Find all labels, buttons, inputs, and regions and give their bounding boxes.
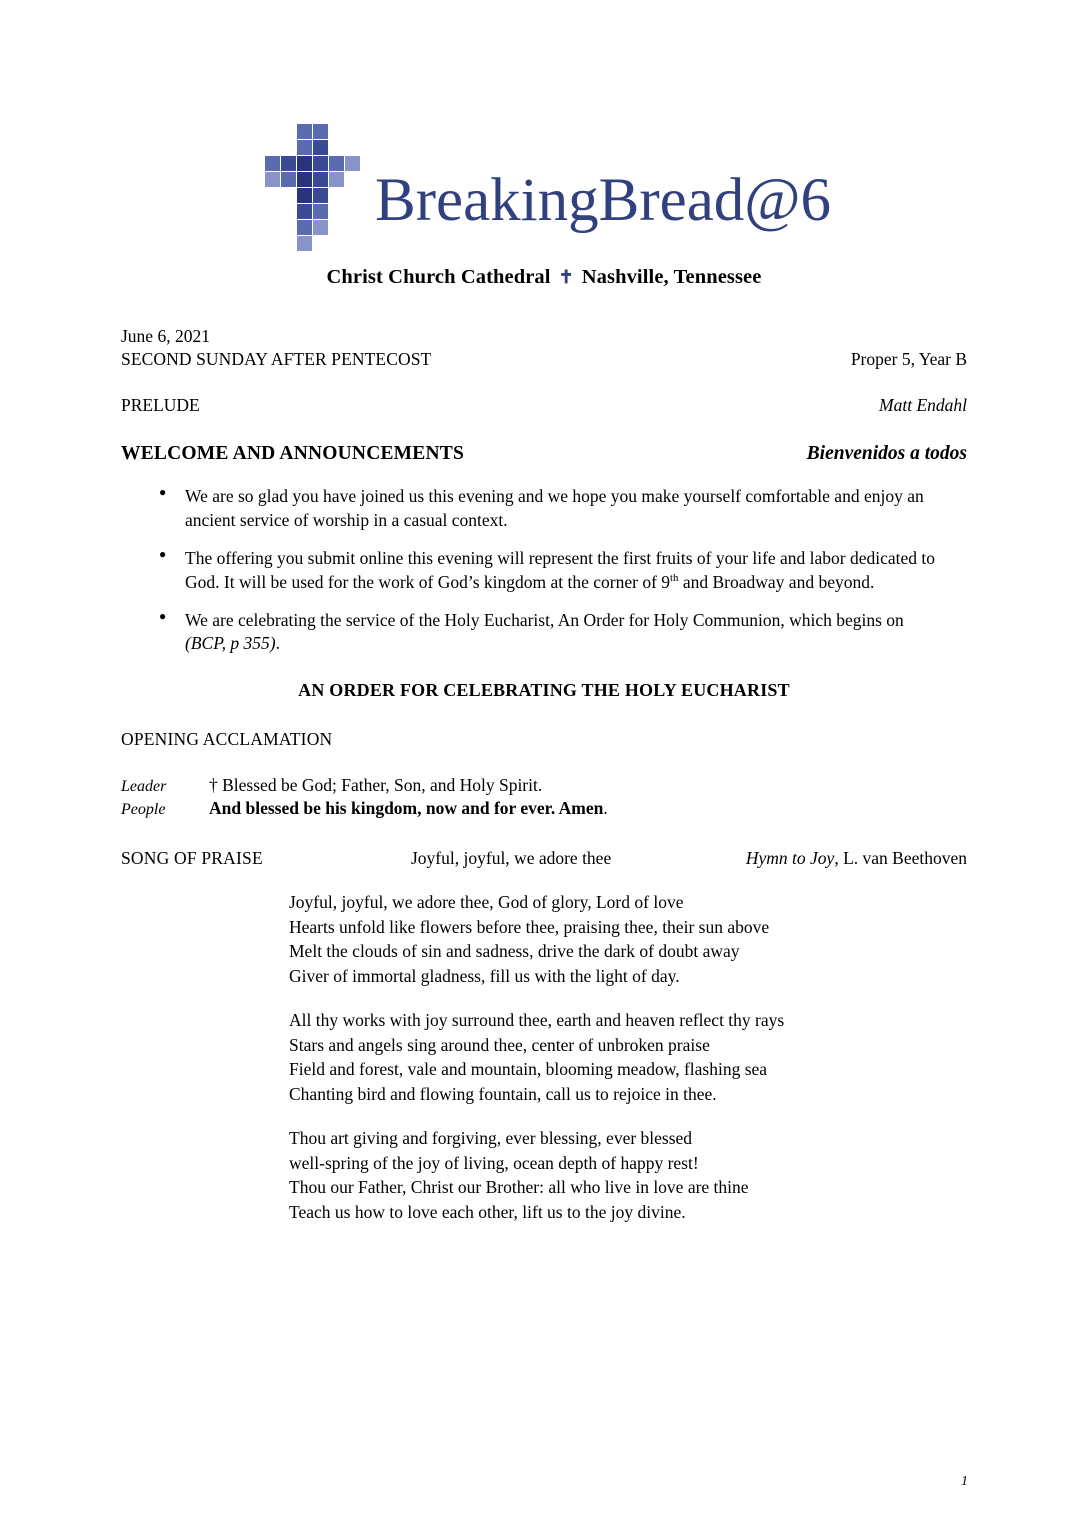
lyric-line: Stars and angels sing around thee, center of unbroken praise [289, 1034, 710, 1055]
service-date: June 6, 2021 [121, 326, 210, 346]
announcement-text-3: We are celebrating the service of the Holy Eucharist, An Order for Holy Communion, which begins on [185, 609, 904, 630]
lyric-line: All thy works with joy surround thee, earth and heaven reflect thy rays [289, 1010, 785, 1031]
lyric-line: Teach us how to love each other, lift us to the joy divine. [289, 1201, 686, 1222]
document-page [0, 118, 1088, 1526]
page-number: 1 [961, 1474, 968, 1489]
lyric-line: Giver of immortal gladness, fill us with the light of day. [289, 965, 680, 986]
lyric-line: Hearts unfold like flowers before thee, praising thee, their sun above [289, 916, 770, 937]
list-item [159, 485, 967, 533]
hymn-tune-name: Hymn to Joy [745, 847, 835, 868]
people-row [121, 797, 967, 820]
announcement-text-2: The offering you submit online this evening will represent the first fruits of your life and labor dedicated to God. It will be used for the work of God’s kingdom at the corner of 9 [185, 548, 936, 592]
hymn-composer: , L. van Beethoven [834, 847, 967, 868]
masthead [0, 118, 1088, 254]
leader-label: Leader [121, 777, 167, 795]
lyric-line: Joyful, joyful, we adore thee, God of glory, Lord of love [289, 892, 684, 913]
announcement-text-1: We are so glad you have joined us this evening and we hope you make yourself comfortable and enjoy an ancient service of worship in a casual context. [185, 486, 924, 531]
church-location: Nashville, Tennessee [581, 266, 762, 288]
sunday-title: SECOND SUNDAY AFTER PENTECOST [121, 349, 432, 370]
welcome-spanish: Bienvenidos a todos [806, 443, 967, 465]
prelude-musician: Matt Endahl [879, 394, 967, 415]
leader-row [121, 774, 967, 797]
leader-text: † Blessed be God; Father, Son, and Holy Spirit. [209, 774, 543, 795]
lyric-line: Melt the clouds of sin and sadness, drive the dark of doubt away [289, 941, 740, 962]
welcome-row [121, 441, 967, 467]
proper-year: Proper 5, Year B [850, 349, 967, 370]
hymn-lyrics [121, 890, 967, 1224]
lyric-stanza [289, 1008, 967, 1106]
small-cross-icon: ✝ [558, 267, 574, 287]
lyric-stanza [289, 890, 967, 988]
people-response-tail: . [603, 798, 608, 819]
song-of-praise-row [121, 847, 967, 870]
sunday-row [121, 348, 967, 371]
church-name: Christ Church Cathedral [326, 266, 551, 288]
lyric-stanza [289, 1126, 967, 1224]
people-text [209, 797, 967, 820]
acclamation-dialog [121, 774, 967, 821]
logo-wordmark: BreakingBread@6 [375, 166, 831, 234]
people-label: People [121, 801, 166, 819]
lyric-line: well-spring of the joy of living, ocean depth of happy rest! [289, 1152, 699, 1173]
prelude-row [121, 394, 967, 417]
church-subtitle [0, 266, 1088, 289]
prelude-label: PRELUDE [121, 394, 200, 415]
lyric-line: Thou art giving and forgiving, ever blessing, ever blessed [289, 1128, 693, 1149]
people-response-bold: And blessed be his kingdom, now and for ever. Amen [209, 798, 604, 819]
song-label: SONG OF PRAISE [121, 847, 263, 868]
service-content [121, 325, 967, 1224]
lyric-line: Chanting bird and flowing fountain, call us to rejoice in thee. [289, 1083, 717, 1104]
opening-acclamation-label: OPENING ACCLAMATION [121, 729, 333, 750]
list-item [159, 609, 967, 657]
order-heading: AN ORDER FOR CELEBRATING THE HOLY EUCHARIST [298, 680, 790, 701]
lyric-line: Field and forest, vale and mountain, blooming meadow, flashing sea [289, 1059, 768, 1080]
ordinal-suffix: th [670, 572, 679, 584]
announcement-list [121, 485, 967, 656]
announcement-text-2-tail: and Broadway and beyond. [678, 571, 875, 592]
welcome-label: WELCOME AND ANNOUNCEMENTS [121, 443, 465, 465]
bcp-citation: (BCP, p 355) [185, 633, 276, 654]
song-credit [727, 847, 967, 870]
cross-icon [257, 118, 369, 254]
song-title: Joyful, joyful, we adore thee [411, 847, 612, 868]
lyric-line: Thou our Father, Christ our Brother: all who live in love are thine [289, 1177, 749, 1198]
bcp-citation-tail: . [275, 633, 280, 654]
list-item [159, 547, 967, 595]
